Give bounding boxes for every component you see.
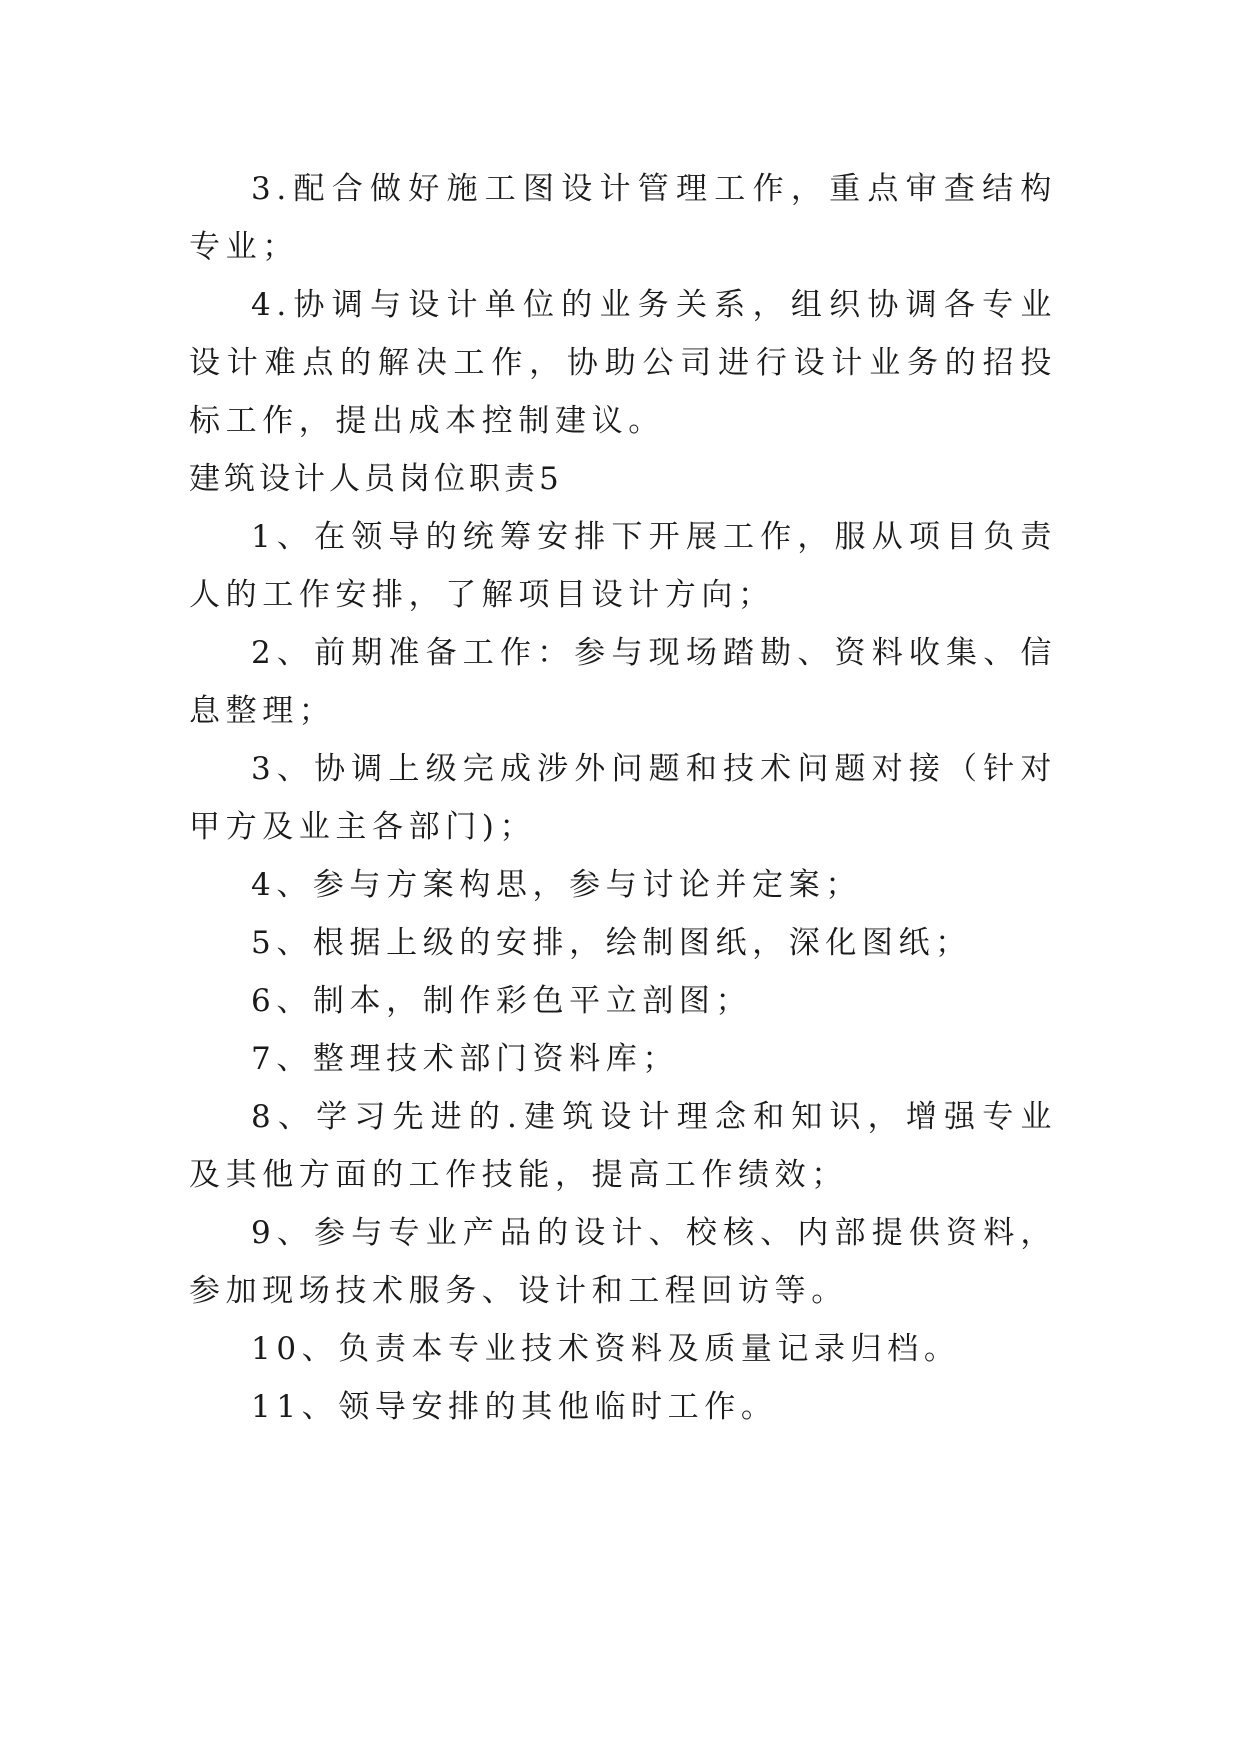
list-item: 10、负责本专业技术资料及质量记录归档。 (251, 1331, 961, 1367)
list-item: 4、参与方案构思，参与讨论并定案； (251, 867, 862, 903)
list-item: 8、学习先进的.建筑设计理念和知识，增强专业及其他方面的工作技能，提高工作绩效； (189, 1099, 1057, 1193)
document-page (189, 160, 1057, 1436)
list-item: 5、根据上级的安排，绘制图纸，深化图纸； (251, 925, 972, 961)
paragraph-item-3: 3.配合做好施工图设计管理工作，重点审查结构专业； (189, 171, 1057, 265)
list-item: 6、制本，制作彩色平立剖图； (251, 983, 753, 1019)
list-item: 7、整理技术部门资料库； (251, 1041, 679, 1077)
section-title: 建筑设计人员岗位职责5 (189, 461, 563, 497)
list-item: 9、参与专业产品的设计、校核、内部提供资料，参加现场技术服务、设计和工程回访等。 (189, 1215, 1057, 1309)
list-item: 11、领导安排的其他临时工作。 (251, 1389, 778, 1425)
list-item: 2、前期准备工作：参与现场踏勘、资料收集、信息整理； (189, 635, 1057, 729)
paragraph-item-4: 4.协调与设计单位的业务关系，组织协调各专业设计难点的解决工作，协助公司进行设计业务的招投标工作，提出成本控制建议。 (189, 287, 1057, 439)
list-item: 3、协调上级完成涉外问题和技术问题对接（针对甲方及业主各部门)； (189, 751, 1057, 845)
list-item: 1、在领导的统筹安排下开展工作，服从项目负责人的工作安排，了解项目设计方向； (189, 519, 1057, 613)
